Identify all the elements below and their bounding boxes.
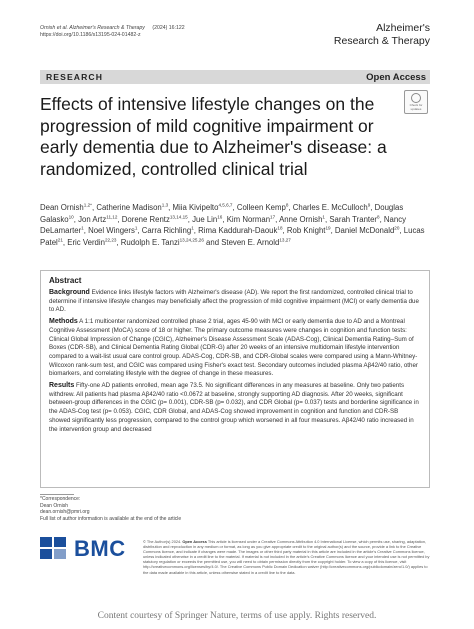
author-affiliation: 22,23 xyxy=(104,236,117,242)
author-affiliation: 1 xyxy=(81,225,84,231)
author-name: Charles E. McCulloch$^9$ xyxy=(292,202,371,212)
article-title: Effects of intensive lifestyle changes on the progression of mild cognitive impairment or early dementia due to Alzheimer's disease: a randomized, controlled clinical trial xyxy=(40,94,387,179)
author-name: Anne Ornish$^1$ xyxy=(279,213,325,224)
license-text xyxy=(143,539,432,575)
author-affiliation: 21 xyxy=(57,236,63,242)
abstract-methods-text: A 1:1 multicenter randomized controlled phase 2 trial, ages 45-90 with MCI or early dementia due to AD and a Montreal Cognitive Assessment (MoCA) score of 18 or higher. The primary outcome measures were changes in cognition and function tests: Clinical Global Impression of Change (CGIC), Alzheimer's Disease Assessment Scale (ADAS-Cog), Clinical Dementia Rating–Sum of Boxes (CDR-SB), and Clinical Dementia Rating Global (CDR-G) after 20 weeks of an intensive multidomain lifestyle intervention compared to a wait-list usual care control group. ADAS-Cog, CDR-SB, and CDR-Global scales were compared using a Mann-Whitney-Wilcoxon rank-sum test, and CGIC was compared using Fisher's exact test. Secondary outcomes included plasma Aβ42/40 ratio, other biomarkers, and correlating lifestyle with the degree of change in these measures. xyxy=(49,318,418,378)
author-name: Rob Knight$^{19}$ xyxy=(286,225,331,235)
author-name: Daniel McDonald$^{20}$ xyxy=(334,225,400,235)
journal-name-line1: Alzheimer's xyxy=(376,22,430,34)
author-name: Rima Kaddurah-Daouk$^{18}$ xyxy=(198,225,283,235)
correspondence-footnote: Full list of author information is available at the end of the article xyxy=(40,515,182,522)
check-for-updates-icon xyxy=(411,93,421,103)
abstract-methods-label: Methods xyxy=(49,318,78,326)
author-affiliation: 20 xyxy=(394,225,400,231)
license-body: This article is licensed under a Creative Commons Attribution 4.0 International License, which permits use, sharing, adaptation, distribution and reproduction in any medium or format, as long as you give appropriate credit to the original author(s) and the source, provide a link to the Creative Commons licence, and indicate if changes were made. The images or other third party material in this article are included in the article's Creative Commons licence, unless indicated otherwise in a credit line to the material. If material is not included in the article's Creative Commons licence and your intended use is not permitted by statutory regulation or exceeds the permitted use, you will need to obtain permission directly from the copyright holder. To view a copy of this licence, visit http://creativecommons.org/licenses/by/4.0/. The Creative Commons Public Domain Dedication waiver (http://creativecommons.org/publicdomain/zero/1.0/) applies to the data made available in this article, unless otherwise stated in a credit line to the data. xyxy=(143,539,430,575)
author-affiliation: 4,5,6,7 xyxy=(218,202,233,208)
author-affiliation: 13,27 xyxy=(279,236,291,242)
author-affiliation: 13,14,15 xyxy=(169,213,188,219)
author-name: Jue Lin$^{16}$ xyxy=(192,213,223,224)
author-name: Carra Richling$^1$ xyxy=(141,225,194,235)
author-affiliation: 17 xyxy=(270,213,276,219)
author-affiliation: 1 xyxy=(322,213,325,219)
license-open-access: Open Access xyxy=(182,539,207,544)
bmc-logo[interactable] xyxy=(40,536,126,562)
journal-name xyxy=(334,22,430,47)
author-affiliation: 1,3 xyxy=(161,202,169,208)
author-list: Dean Ornish$^{1,2*}$, Catherine Madison$^{1,3}$, Miia Kivipelto$^{4,5,6,7}$, Colleen Kemp$^8$, Charles E. McCulloch$^9$, Douglas Galasko$^{10}$, Jon Artz$^{11,12}$, Dorene Rentz$^{13,14,15}$, Jue Lin$^{16}$, Kim Norman$^{17}$, Anne Ornish$^1$, Sarah Tranter$^8$, Nancy DeLamarter$^1$, Noel Wingers$^1$, Carra Richling$^1$, Rima Kaddurah-Daouk$^{18}$, Rob Knight$^{19}$, Daniel McDonald$^{20}$, Lucas Patel$^{21}$, Eric Verdin$^{22,23}$, Rudolph E. Tanzi$^{13,24,25,26}$ and Steven E. Arnold$^{13,27}$ xyxy=(40,202,425,247)
abstract-box xyxy=(40,270,430,488)
license-lead: © The Author(s) 2024. xyxy=(143,539,182,544)
open-access-label: Open Access xyxy=(366,71,426,83)
author-affiliation: 19 xyxy=(325,225,331,231)
author-name: Kim Norman$^{17}$ xyxy=(226,213,276,224)
check-for-updates-badge[interactable] xyxy=(404,90,428,114)
author-name: Miia Kivipelto$^{4,5,6,7}$ xyxy=(172,202,233,212)
footnote-divider xyxy=(40,494,74,495)
abstract-results xyxy=(49,382,421,434)
correspondence-note xyxy=(40,496,181,522)
citation-volume: (2024) 16:122 xyxy=(152,25,185,31)
bmc-mark-icon xyxy=(40,537,70,561)
abstract-results-label: Results xyxy=(49,382,75,390)
author-name: Colleen Kemp$^8$ xyxy=(236,202,289,212)
section-label: RESEARCH xyxy=(46,72,104,82)
abstract-heading: Abstract xyxy=(49,276,82,285)
author-name: Noel Wingers$^1$ xyxy=(88,225,138,235)
bmc-logo-text: BMC xyxy=(74,536,126,561)
author-affiliation: 1 xyxy=(134,225,138,231)
author-name: Eric Verdin$^{22,23}$ xyxy=(67,236,117,247)
author-affiliation: 10 xyxy=(68,213,74,219)
author-name: Lucas Patel$^{21}$ xyxy=(40,226,425,247)
author-affiliation: 8 xyxy=(377,213,380,219)
author-name: Nancy DeLamarter$^1$ xyxy=(40,214,407,235)
author-name: Jon Artz$^{11,12}$ xyxy=(78,213,118,224)
author-name: Steven E. Arnold$^{13,27}$ xyxy=(221,236,291,247)
author-name: Dorene Rentz$^{13,14,15}$ xyxy=(121,213,188,224)
abstract-background-label: Background xyxy=(49,289,90,296)
correspondence-label: *Correspondence: xyxy=(40,496,81,502)
author-name: Rudolph E. Tanzi$^{13,24,25,26}$ xyxy=(120,236,204,247)
section-banner xyxy=(40,70,430,84)
author-affiliation: 11,12 xyxy=(106,213,118,219)
citation-journal: Ornish et al. Alzheimer's Research & Therapy xyxy=(40,25,145,31)
abstract-background xyxy=(49,289,421,315)
correspondence-name: Dean Ornish xyxy=(40,502,69,509)
abstract-background-text: Evidence links lifestyle factors with Alzheimer's disease (AD). We report the first randomized, controlled clinical trial to determine if intensive lifestyle changes may beneficially affect the progression of mild cognitive impairment (MCI) or early dementia due to AD. xyxy=(49,289,419,314)
doi-link[interactable]: https://doi.org/10.1186/s13195-024-01482-z xyxy=(40,32,141,38)
author-name: Sarah Tranter$^8$ xyxy=(329,213,380,224)
author-name: Douglas Galasko$^{10}$ xyxy=(40,203,404,224)
author-affiliation: 1,2* xyxy=(83,202,92,208)
abstract-results-text: Fifty-one AD patients enrolled, mean age 73.5. No significant differences in any measures at baseline. Only two patients withdrew. All patients had plasma Aβ42/40 ratio <0.0672 at baseline, strongly supporting AD diagnosis. After 20 weeks, significant between-group differences in the CGIC (p= 0.001), CDR-SB (p= 0.032), and CDR Global (p= 0.037) tests and borderline significance in the ADAS-Cog test (p= 0.053). CGIC, CDR Global, and ADAS-Cog showed improvement in cognition and function and CDR-SB showed significantly less progression, compared to the control group which worsened in all four measures. Aβ42/40 ratio increased in the intervention group and decreased xyxy=(49,382,419,433)
citation-header xyxy=(40,25,185,39)
journal-name-line2: Research & Therapy xyxy=(333,34,430,47)
author-affiliation: 13,24,25,26 xyxy=(179,236,204,242)
author-affiliation: 8 xyxy=(285,202,289,208)
author-affiliation: 9 xyxy=(367,202,371,208)
author-name: Dean Ornish$^{1,2*}$ xyxy=(40,202,92,212)
correspondence-email[interactable]: dean.ornish@pmri.org xyxy=(40,509,90,516)
check-for-updates-label: Check for updates xyxy=(409,103,423,111)
content-credit: Content courtesy of Springer Nature, terms of use apply. Rights reserved. xyxy=(97,611,377,621)
author-name: Catherine Madison$^{1,3}$ xyxy=(96,202,169,212)
author-affiliation: 18 xyxy=(277,225,283,231)
abstract-methods xyxy=(49,318,421,379)
author-affiliation: 16 xyxy=(217,213,223,219)
author-affiliation: 1 xyxy=(191,225,194,231)
